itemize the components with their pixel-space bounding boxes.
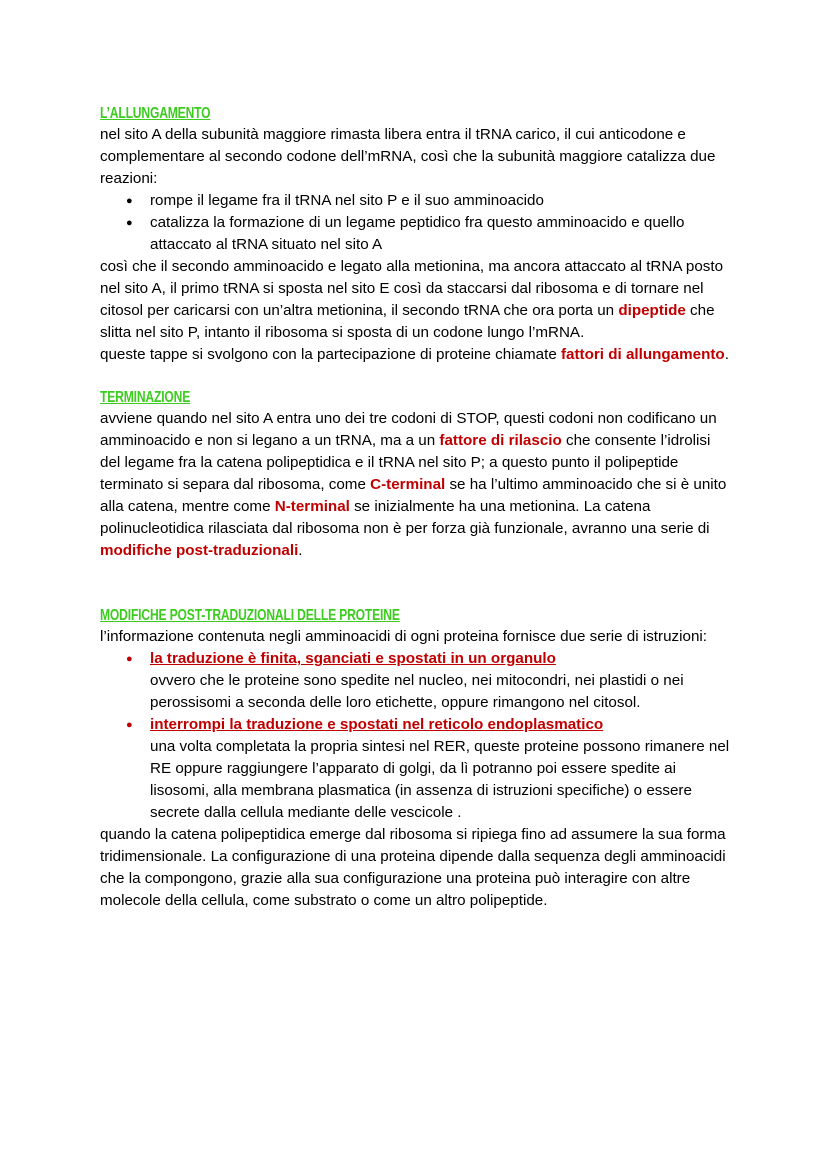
text-run: se ha l’ultimo amminoacido che si è unito alla catena, mentre come <box>100 476 727 515</box>
text-run: che consente l’idrolisi del legame fra la catena polipeptidica e il tRNA nel sito P; a questo punto il polipeptide terminato si separa dal ribosoma, come <box>100 432 711 493</box>
paragraph-terminazione <box>100 408 732 562</box>
list-item <box>150 648 732 714</box>
section-terminazione <box>100 388 732 562</box>
instruction-text: una volta completata la propria sintesi nel RER, queste proteine possono rimanere nel RE oppure raggiungere l’apparato di golgi, da lì potranno poi essere spedite ai lisosomi, alla membrana plasmatica (in assenza di istruzioni specifiche) o essere secrete dalla cellula mediante delle vescicole . <box>150 738 730 821</box>
emphasis-n-terminal: N-terminal <box>274 498 350 515</box>
paragraph-allungamento-fattori <box>100 344 732 366</box>
list-item: ● catalizza la formazione di un legame peptidico fra questo amminoacido e quello attaccato al tRNA situato nel sito A <box>150 212 732 256</box>
bullet-list-reazioni <box>100 190 732 256</box>
instruction-title: ● interrompi la traduzione e spostati nel reticolo endoplasmatico <box>150 716 604 733</box>
paragraph-modifiche-intro: l’informazione contenuta negli amminoacidi di ogni proteina fornisce due serie di istruzioni: <box>100 628 707 645</box>
list-item: ● rompe il legame fra il tRNA nel sito P e il suo amminoacido <box>150 190 732 212</box>
section-heading-terminazione: TERMINAZIONE <box>100 389 191 406</box>
emphasis-modifiche: modifiche post-traduzionali <box>100 542 299 559</box>
text-run: avviene quando nel sito A entra uno dei tre codoni di STOP, questi codoni non codificano un amminoacido e non si legano a un tRNA, ma a un <box>100 410 717 449</box>
section-heading-allungamento: L’ALLUNGAMENTO <box>100 105 211 122</box>
instruction-title: ● la traduzione è finita, sganciati e spostati in un organulo <box>150 650 556 667</box>
section-modifiche <box>100 606 732 912</box>
text-run: se inizialmente ha una metionina. La catena polinucleotidica rilasciata dal ribosoma non è per forza già funzionale, avranno una serie di <box>100 498 710 537</box>
text-run: . <box>298 542 303 559</box>
paragraph-allungamento-intro: nel sito A della subunità maggiore rimasta libera entra il tRNA carico, il cui anticodone e complementare al secondo codone dell’mRNA, così che la subunità maggiore catalizza due reazioni: <box>100 126 716 187</box>
text-run: queste tappe si svolgono con la partecipazione di proteine chiamate <box>100 346 561 363</box>
emphasis-dipeptide: dipeptide <box>618 302 686 319</box>
text-run: così che il secondo amminoacido e legato alla metionina, ma ancora attaccato al tRNA posto nel sito A, il primo tRNA si sposta nel sito E così da staccarsi dal ribosoma e di tornare nel citosol per caricarsi con un’altra metionina, il secondo tRNA che ora porta un <box>100 258 724 319</box>
emphasis-c-terminal: C-terminal <box>370 476 446 493</box>
list-item <box>150 714 732 824</box>
text-run: . <box>724 346 729 363</box>
section-allungamento <box>100 104 732 366</box>
paragraph-modifiche-outro: quando la catena polipeptidica emerge dal ribosoma si ripiega fino ad assumere la sua forma tridimensionale. La configurazione di una proteina dipende dalla sequenza degli amminoacidi che la compongono, grazie alla sua configurazione una proteina può interagire con altre molecole della cellula, come substrato o come un altro polipeptide. <box>100 826 726 909</box>
bullet-list-istruzioni <box>100 648 732 824</box>
emphasis-fattori-allungamento: fattori di allungamento <box>561 346 725 363</box>
paragraph-allungamento-body <box>100 256 732 344</box>
document-page <box>100 104 732 912</box>
emphasis-fattore-rilascio: fattore di rilascio <box>439 432 562 449</box>
instruction-text: ovvero che le proteine sono spedite nel nucleo, nei mitocondri, nei plastidi o nei perossisomi a seconda delle loro etichette, oppure rimangono nel citosol. <box>150 672 684 711</box>
section-heading-modifiche: MODIFICHE POST-TRADUZIONALI DELLE PROTEINE <box>100 607 400 624</box>
text-run: che slitta nel sito P, intanto il ribosoma si sposta di un codone lungo l’mRNA. <box>100 302 715 341</box>
